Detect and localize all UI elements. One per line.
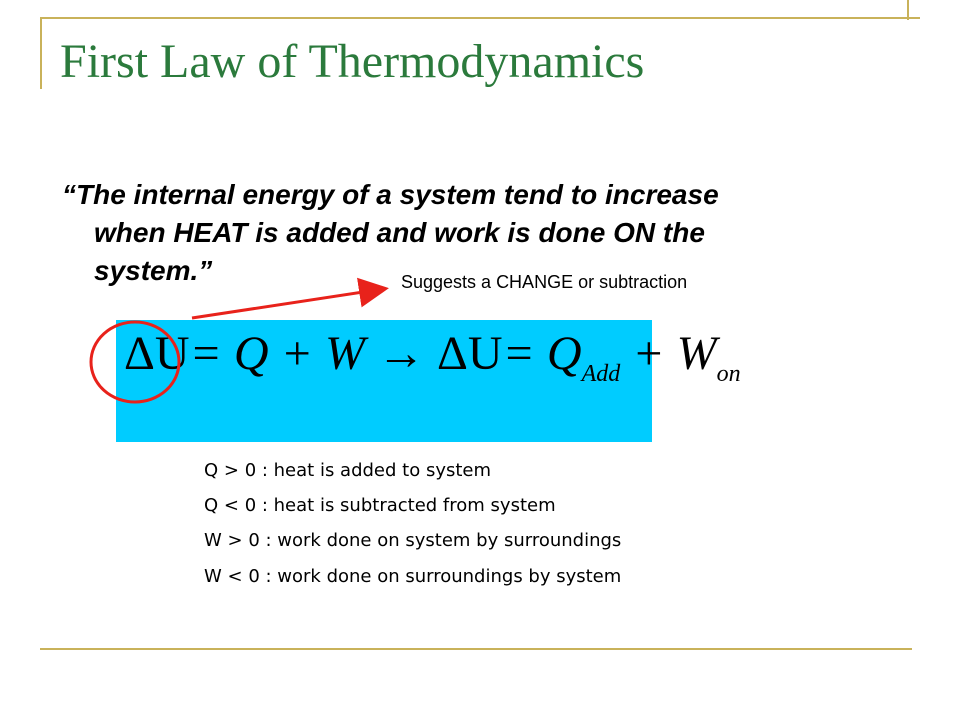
implies-arrow: → (364, 327, 437, 380)
equation-rhs-2-w: + W (620, 327, 717, 380)
condition-q-positive: Q > 0 : heat is added to system (204, 460, 492, 481)
delta-u-1: ΔU (124, 327, 190, 380)
equation-rhs-1: = Q + W (189, 327, 365, 380)
slide-title: First Law of Thermodynamics (60, 35, 645, 88)
condition-q-negative: Q < 0 : heat is subtracted from system (204, 495, 556, 516)
delta-u-2: ΔU (436, 327, 503, 380)
subscript-add: Add (581, 361, 621, 387)
equation-rhs-2-q: = Q (502, 327, 582, 380)
quote-line-3: system.” (94, 255, 213, 286)
quote-line-1: “The internal energy of a system tend to increase (62, 179, 719, 210)
annotation-arrow (192, 289, 383, 318)
delta-highlight-circle (91, 322, 179, 402)
quote-line-2: when HEAT is added and work is done ON the (94, 217, 705, 248)
condition-w-positive: W > 0 : work done on system by surroundings (204, 530, 622, 551)
subscript-on: on (716, 361, 741, 387)
condition-w-negative: W < 0 : work done on surroundings by system (204, 566, 622, 587)
annotation-text: Suggests a CHANGE or subtraction (401, 272, 688, 292)
